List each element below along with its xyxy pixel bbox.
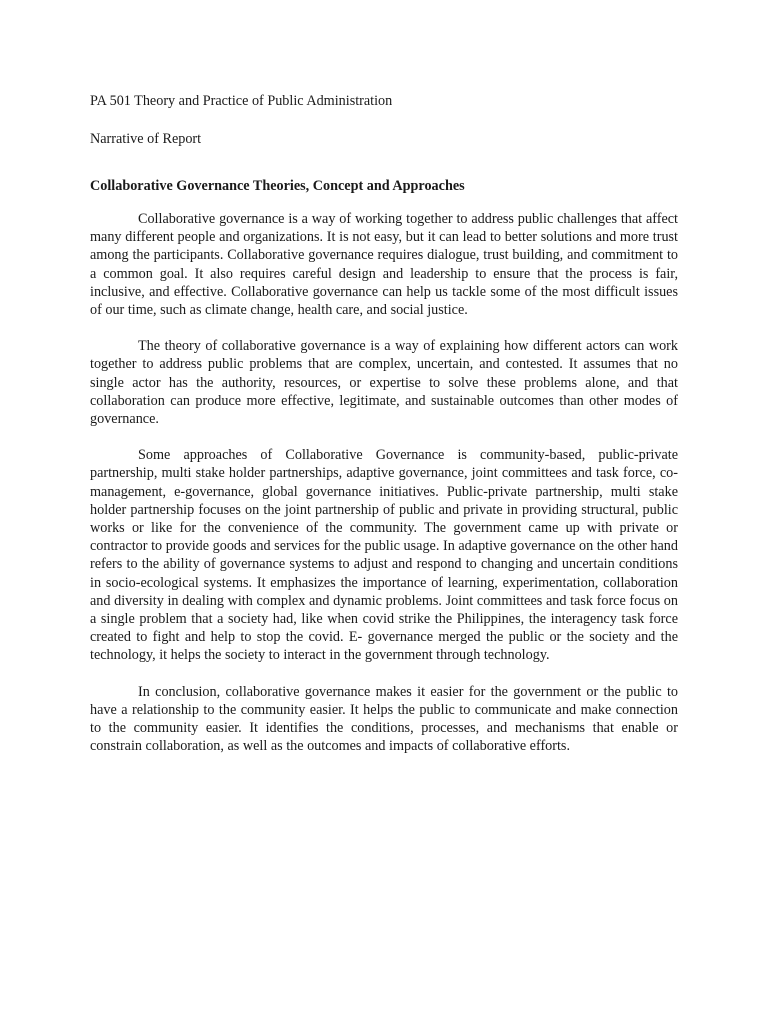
paragraph-theory: The theory of collaborative governance is a way of explaining how different actors can work together to address public problems that are complex, uncertain, and contested. It assumes that no single actor has the authority, resources, or expertise to solve these problems alone, and that collaboration can produce more effective, legitimate, and sustainable outcomes than other modes of governance.: [90, 338, 678, 428]
document-page: [90, 92, 678, 755]
paragraph-intro: Collaborative governance is a way of working together to address public challenges that affect many different people and organizations. It is not easy, but it can lead to better solutions and more trust among the participants. Collaborative governance requires dialogue, trust building, and commitment to a common goal. It also requires careful design and leadership to ensure that the process is fair, inclusive, and effective. Collaborative governance can help us tackle some of the most difficult issues of our time, such as climate change, health care, and social justice.: [90, 211, 678, 319]
section-heading: Collaborative Governance Theories, Concept and Approaches: [90, 178, 465, 194]
paragraph-approaches: Some approaches of Collaborative Governance is community-based, public-private partnership, multi stake holder partnerships, adaptive governance, joint committees and task force, co-management, e-governance, global governance initiatives. Public-private partnership, multi stake holder partnership focuses on the joint partnership of public and private in providing structural, public works or like for the convenience of the community. The government came up with private or contractor to provide goods and services for the public usage. In adaptive governance on the other hand refers to the ability of governance systems to adjust and respond to changing and uncertain conditions in socio-ecological systems. It emphasizes the importance of learning, experimentation, collaboration and diversity in dealing with complex and dynamic problems. Joint committees and task force focus on a single problem that a society had, like when covid strike the Philippines, the interagency task force created to fight and help to stop the covid. E- governance merged the public or the society and the technology, it helps the society to interact in the government through technology.: [90, 447, 678, 664]
report-subtitle: Narrative of Report: [90, 131, 202, 147]
paragraph-conclusion: In conclusion, collaborative governance makes it easier for the government or the public to have a relationship to the community easier. It helps the public to communicate and make connection to the community easier. It identifies the conditions, processes, and mechanisms that enable or constrain collaboration, as well as the outcomes and impacts of collaborative efforts.: [90, 683, 678, 755]
course-title: PA 501 Theory and Practice of Public Administration: [90, 93, 393, 109]
